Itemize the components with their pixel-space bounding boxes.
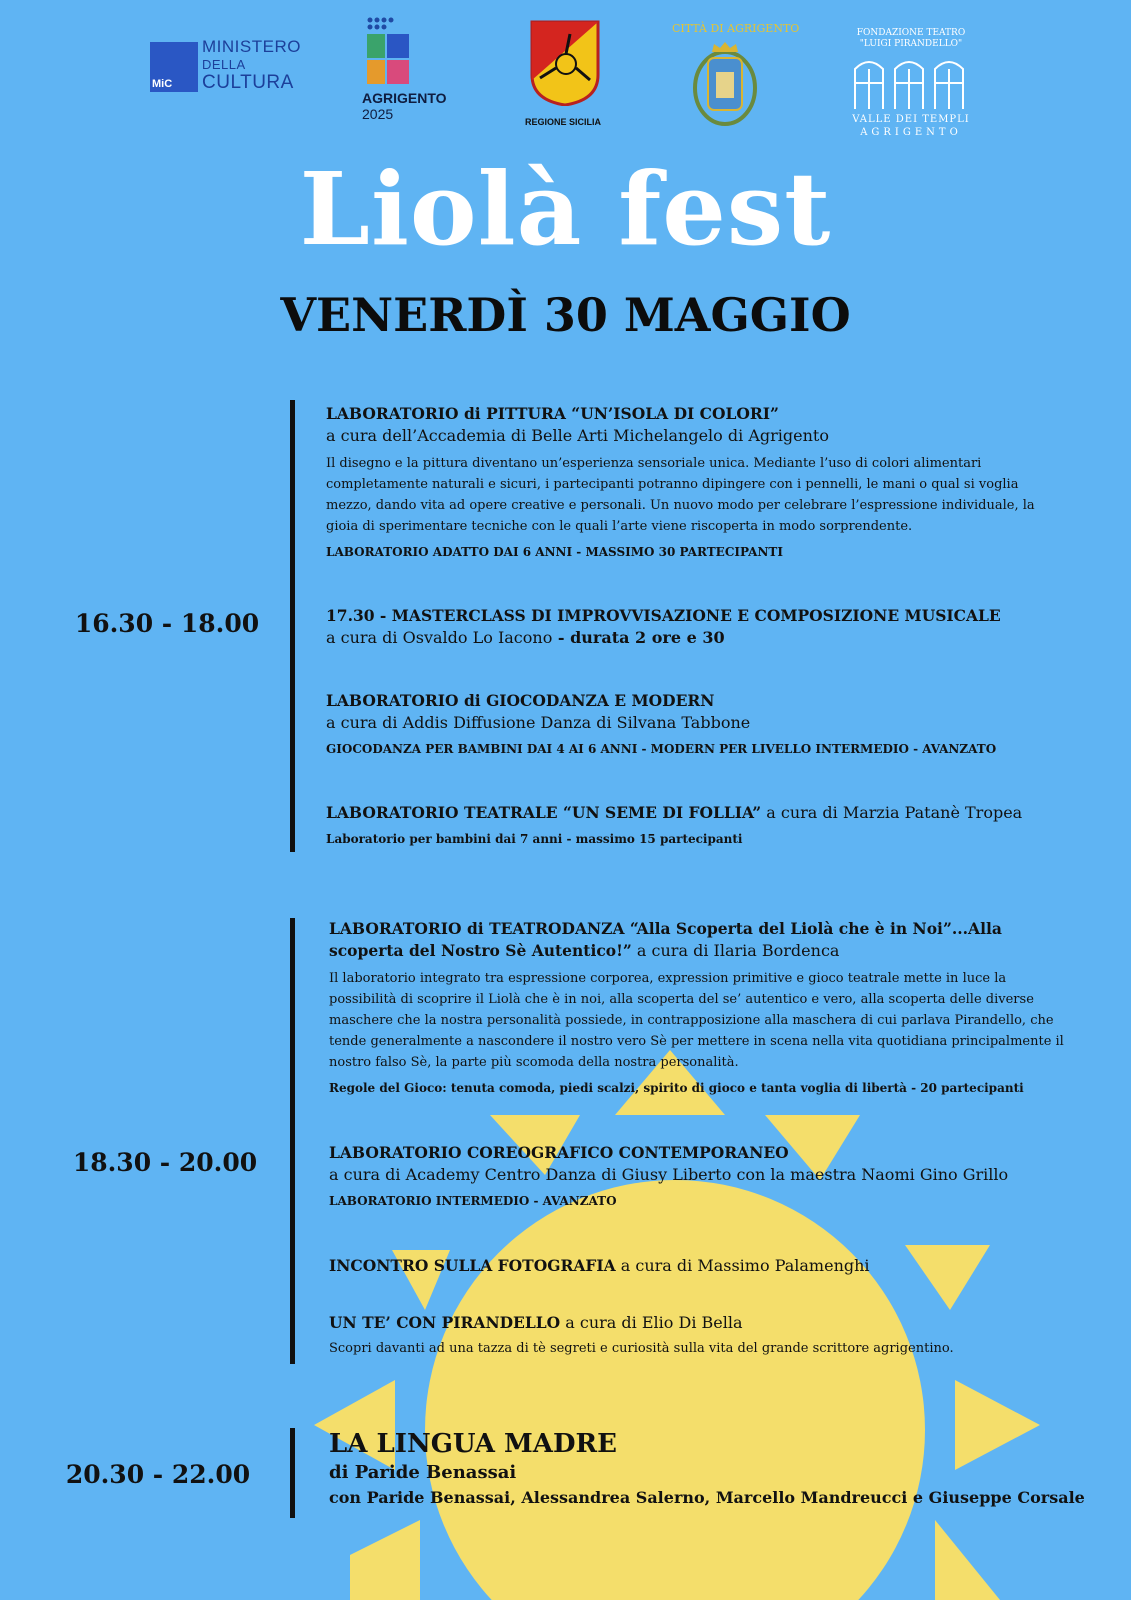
event-lingua-madre	[329, 1428, 1129, 1510]
ministero-logo-badge: MiC	[150, 42, 198, 92]
event-title-line: LABORATORIO TEATRALE “UN SEME DI FOLLIA” a cura di Marzia Patanè Tropea	[326, 803, 1023, 822]
sun-disc	[425, 1180, 925, 1600]
event-curator: a cura di Osvaldo Lo Iacono - durata 2 ore e 30	[326, 628, 725, 647]
event-curator: a cura dell’Accademia di Belle Arti Michelangelo di Agrigento	[326, 426, 829, 445]
event-note: Regole del Gioco: tenuta comoda, piedi scalzi, spirito di gioco e tanta voglia di libertà - 20 partecipanti	[329, 1081, 1024, 1095]
event-description: Il laboratorio integrato tra espressione corporea, expression primitive e gioco teatrale mette in luce la possibilità di scoprire il Liolà che è in noi, alla scoperta del se’ autentico e vero, alla scoperta delle diverse maschere che la nostra personalità possiede, in contrapposizione alla maschera di cui parlava Pirandello, che tende generalmente a nascondere il nostro vero Sè per mettere in scena nella vita quotidiana principalmente il nostro falso Sè, la parte più scomoda della nostra personalità.	[329, 971, 1064, 1070]
event-note: GIOCODANZA PER BAMBINI DAI 4 AI 6 ANNI - MODERN PER LIVELLO INTERMEDIO - AVANZATO	[326, 742, 997, 756]
sun-ray	[350, 1520, 420, 1600]
event-date: VENERDÌ 30 MAGGIO	[280, 288, 851, 342]
event-title: LABORATORIO COREOGRAFICO CONTEMPORANEO	[329, 1143, 789, 1162]
event-title: INCONTRO SULLA FOTOGRAFIA	[329, 1256, 616, 1275]
event-curator: a cura di Massimo Palamenghi	[615, 1256, 870, 1275]
slot-divider-2	[290, 918, 295, 1364]
event-note: LABORATORIO ADATTO DAI 6 ANNI - MASSIMO 30 PARTECIPANTI	[326, 545, 783, 559]
event-curator: a cura di Addis Diffusione Danza di Silvana Tabbone	[326, 713, 751, 732]
agrigento-2025-logo-text: AGRIGENTO 2025	[362, 90, 447, 122]
event-coreografico	[329, 1142, 1069, 1210]
event-description: Scopri davanti ad una tazza di tè segreti e curiosità sulla vita del grande scrittore agrigentino.	[329, 1341, 954, 1356]
slot-time-3: 20.30 - 22.00	[65, 1460, 251, 1489]
slot-time-2: 18.30 - 20.00	[72, 1148, 258, 1177]
show-author: di Paride Benassai	[329, 1462, 517, 1483]
event-masterclass	[326, 605, 1066, 649]
regione-sicilia-label: REGIONE SICILIA	[525, 117, 602, 127]
event-title-line: LABORATORIO di TEATRODANZA “Alla Scoperta del Liolà che è in Noi”...Alla scoperta del Nostro Sè Autentico!” a cura di Ilaria Bordenca	[329, 919, 1002, 960]
event-title: LABORATORIO di PITTURA “UN’ISOLA DI COLORI”	[326, 404, 779, 423]
event-giocodanza	[326, 690, 1066, 758]
citta-agrigento-crest-icon	[690, 40, 760, 130]
agrigento-2025-logo-icon	[365, 16, 415, 86]
festival-title: Liolà fest	[299, 150, 832, 268]
fondazione-teatro-label: FONDAZIONE TEATRO "LUIGI PIRANDELLO"	[856, 28, 966, 49]
event-note: Laboratorio per bambini dai 7 anni - massimo 15 partecipanti	[326, 832, 743, 846]
event-fotografia	[329, 1255, 1069, 1277]
ministero-logo-text: MINISTERO DELLA CULTURA	[202, 37, 301, 93]
show-cast: con Paride Benassai, Alessandrea Salerno, Marcello Mandreucci e Giuseppe Corsale	[329, 1488, 1085, 1507]
event-title-line: UN TE’ CON PIRANDELLO a cura di Elio Di Bella	[329, 1313, 743, 1332]
slot-divider-3	[290, 1428, 295, 1518]
event-te-pirandello	[329, 1312, 1069, 1359]
regione-sicilia-shield-icon	[530, 20, 600, 106]
show-title: LA LINGUA MADRE	[329, 1429, 617, 1459]
event-title: 17.30 - MASTERCLASS DI IMPROVVISAZIONE E COMPOSIZIONE MUSICALE	[326, 606, 1001, 625]
slot-divider-1	[290, 400, 295, 852]
citta-agrigento-label: CITTÀ DI AGRIGENTO	[672, 22, 800, 35]
slot-time-1: 16.30 - 18.00	[74, 609, 260, 638]
event-teatrodanza	[329, 918, 1069, 1097]
event-painting-workshop	[326, 403, 1066, 561]
fondazione-teatro-building-icon	[851, 55, 971, 111]
event-curator: a cura di Academy Centro Danza di Giusy Liberto con la maestra Naomi Gino Grillo	[329, 1165, 1009, 1184]
fondazione-teatro-location: VALLE DEI TEMPLI AGRIGENTO	[852, 114, 970, 138]
sun-ray	[935, 1520, 1000, 1600]
event-theatre-workshop	[326, 802, 1066, 848]
event-title: LABORATORIO di GIOCODANZA E MODERN	[326, 691, 715, 710]
event-description: Il disegno e la pittura diventano un’esperienza sensoriale unica. Mediante l’uso di colori alimentari completamente naturali e sicuri, i partecipanti potranno dipingere con i pennelli, le mani o qual si voglia mezzo, dando vita ad opere creative e personali. Un nuovo modo per celebrare l’espressione individuale, la gioia di sperimentare tecniche con le quali l’arte viene riscoperta in modo sorprendente.	[326, 456, 1035, 534]
event-note: LABORATORIO INTERMEDIO - AVANZATO	[329, 1194, 617, 1208]
